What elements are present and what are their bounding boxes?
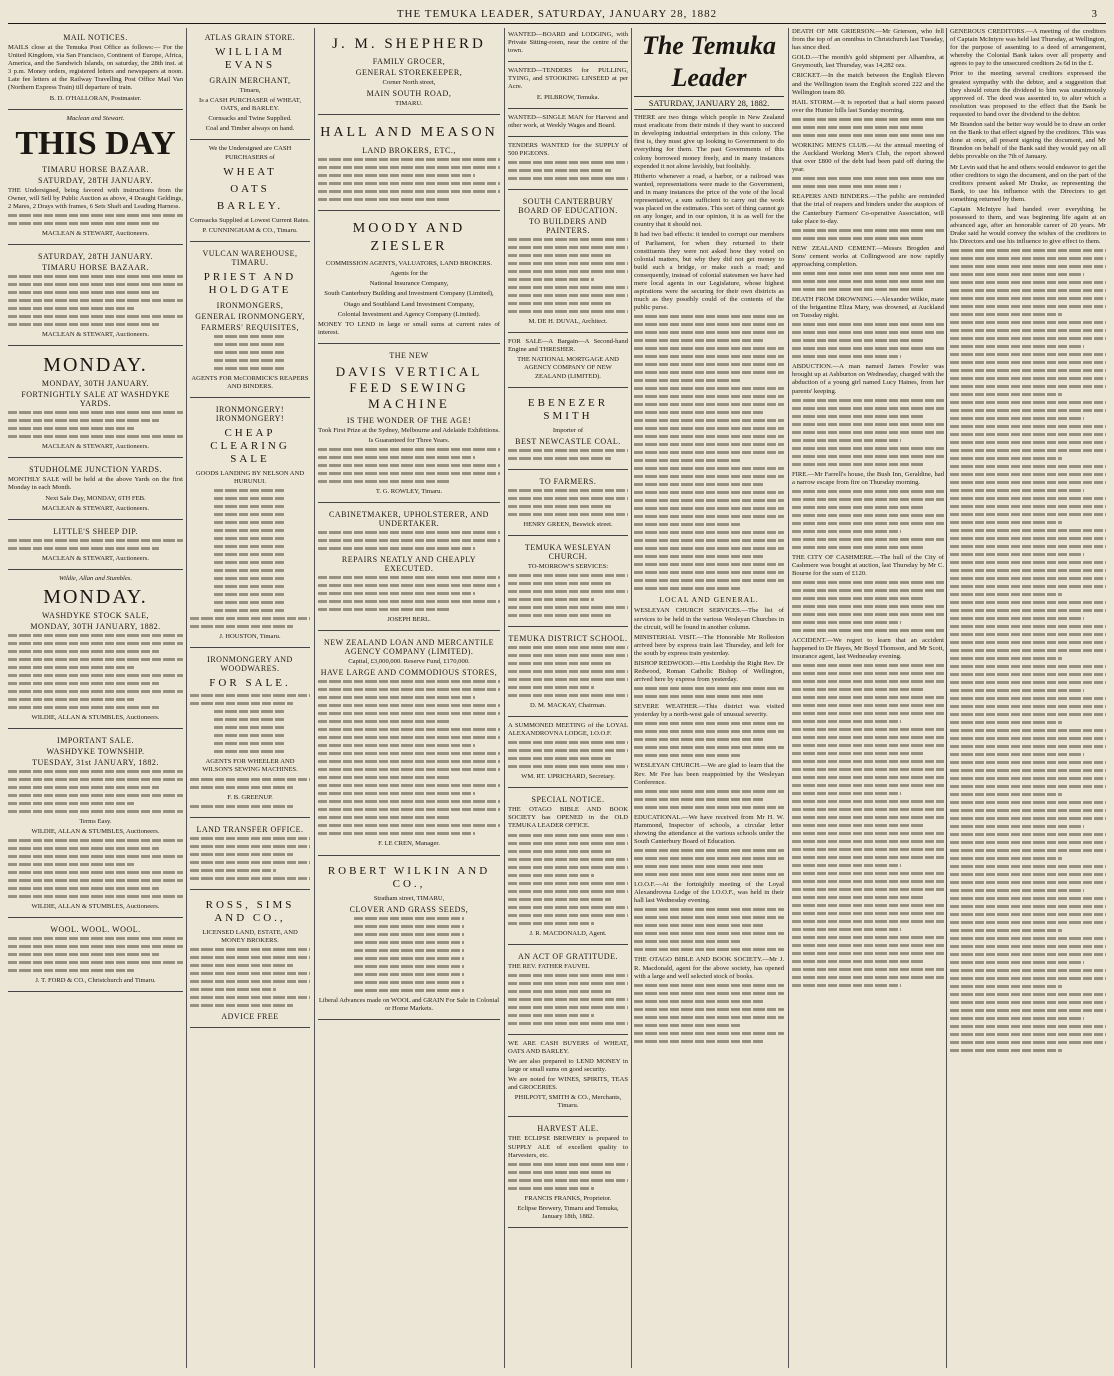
text-block <box>508 834 628 925</box>
text-block <box>508 449 628 460</box>
running-header <box>0 8 1114 22</box>
wanted-board-ad <box>508 28 628 62</box>
trade: GRAIN MERCHANT, <box>209 76 291 85</box>
bible-society-ad <box>508 790 628 944</box>
text-block <box>190 948 310 1007</box>
maclean-stewart-ad <box>8 112 183 245</box>
text-block <box>190 805 310 808</box>
news-item: WORKING MEN'S CLUB.—At the annual meeting of the Auckland Working Men's Club, the report showed that over £800 of the debt had been paid off during the year. <box>792 141 944 174</box>
trade-sub: GENERAL STOREKEEPER, <box>355 68 463 77</box>
text-block <box>508 161 628 180</box>
tenders-text: TENDERS WANTED for the SUPPLY of 500 PIGEONS. <box>508 141 628 157</box>
builders-title: TO BUILDERS AND PAINTERS. <box>528 217 608 236</box>
text-block <box>190 778 310 789</box>
text-block <box>508 741 628 768</box>
news-item: EDUCATIONAL.—We have received from Mr H. W. Hammond, Inspector of schools, a circular letter showing the attendance at the various schools under the South Canterbury Board of Education. <box>634 813 784 846</box>
wanted-text: WANTED—SINGLE MAN for Harvest and other work, at Weekly Wages and Board. <box>508 113 628 129</box>
wool-sign: J. T. FORD & CO., Christchurch and Timaru. <box>35 977 156 985</box>
agency-2: South Canterbury Building and Investment Company (Limited), <box>324 290 494 298</box>
news-item-body: Mr Levin said that he and others would endeavor to get the other creditors to sign the document, and on the part of the creditors present asked Mr Drake, as representing the Bank, to use his influence with the Directors to get something returned by them. <box>950 163 1106 203</box>
monday-heading: MONDAY. <box>43 354 148 377</box>
column-divider <box>788 28 789 1368</box>
text-block <box>508 574 628 617</box>
firm-sub: LICENSED LAND, ESTATE, AND MONEY BROKERS. <box>202 928 298 944</box>
news-item: DEATH FROM DROWNING.—Alexander Wilkie, mate of the brigantine Eliza Mary, was drowned, at Auckland on Tuesday night. <box>792 295 944 320</box>
importer-label: Importer of <box>552 426 584 434</box>
services-label: TO-MORROW'S SERVICES: <box>527 562 609 570</box>
firm-sub: COMMISSION AGENTS, VALUATORS, LAND BROKERS. <box>325 260 493 268</box>
sale-title: IMPORTANT SALE. <box>57 735 134 745</box>
nz-loan-ad <box>318 633 500 855</box>
wool-ad <box>8 920 183 992</box>
firm-address: Stratham street, TIMARU, <box>373 894 445 902</box>
news-item: WESLEYAN CHURCH.—We are glad to learn that the Rev. Mr Fee has been reappointed by the Wesleyan Conference. <box>634 762 784 786</box>
town: Timaru, <box>239 87 261 94</box>
text-block <box>792 323 944 358</box>
lend-text: We are also prepared to LEND MONEY in large or small sums on good security. <box>508 1057 628 1073</box>
merchant-name: WILLIAM EVANS <box>215 46 285 71</box>
architect-sign: M. DE H. DUVAL, Architect. <box>528 318 608 326</box>
firm-sign: P. CUNNINGHAM & CO., Timaru. <box>202 226 298 234</box>
text-block <box>792 229 944 240</box>
advances-text: Liberal Advances made on WOOL and GRAIN For Sale in Colonial or Home Markets. <box>318 996 500 1012</box>
mail-notices-text: MAILS close at the Temuka Post Office as follows:— For the United Kingdom, via San Francisco, Continent of Europe, Africa, America, and the Sandwich Islands, on saturday, the 28th inst. at 3 p.m. Money orders, registered letters and newspapers at noon. Late fee letters at the Railway Travelling Post Office Mail Van (Northern Express Train) till departure of train. <box>8 44 183 92</box>
wanted-man-ad <box>508 111 628 137</box>
mail-notices-sign: B. D. O'HALLORAN, Postmaster. <box>49 94 142 102</box>
text-block <box>950 249 1106 1052</box>
monday-sale-ad <box>8 348 183 458</box>
text-block <box>318 448 500 483</box>
news-item-body: Prior to the meeting several creditors expressed the greatest sympathy with the debtor, and a suggestion that they should return the dividend to him was unanimously approved of. The deed was assented to, to alter which a resolution was proposed to the effect that the Bank be requested to hand over the dividend to the debtor. <box>950 70 1106 118</box>
firm-name: Maclean and Stewart. <box>66 114 125 122</box>
studholme-ad <box>8 460 183 519</box>
farmers-title: TO FARMERS. <box>539 476 597 486</box>
text-block <box>634 908 784 951</box>
text-block <box>634 722 784 757</box>
money-text: MONEY TO LEND in large or small sums at current rates of interest. <box>318 320 500 336</box>
text-block <box>634 687 784 698</box>
next-sale: Next Sale Day, MONDAY, 6TH FEB. <box>45 494 146 502</box>
office-title: LAND TRANSFER OFFICE. <box>196 824 304 834</box>
auctioneer-sign: MACLEAN & STEWART, Auctioneers. <box>42 443 149 451</box>
prize-text: Took First Prize at the Sydney, Melbourne and Adelaide Exhibitions. <box>318 426 500 434</box>
agency-1: National Insurance Company, <box>369 280 449 288</box>
column-divider <box>186 28 187 1368</box>
clearing-title: CHEAP CLEARING SALE <box>210 427 290 466</box>
vulcan-ad <box>190 244 310 398</box>
manager-sign: F. LE CREN, Manager. <box>378 840 440 848</box>
text-block <box>792 399 944 466</box>
editorial-body: It had two bad effects: it tended to corrupt our members of Parliament, for when they returned to their constituents they were not asked how they voted on colonial matters, but why they did not get money to build such a bridge, or make such a road; and consequently, instead of colonial statesmen we have had mere local agents in our Legislature, whose highest aspirations were the securing for their own districts as much as they possibly could of the contents of the public purse. <box>634 231 784 312</box>
guarantee-text: Is Guaranteed for Three Years. <box>368 437 450 445</box>
trade: IRONMONGERS, <box>216 300 284 310</box>
for-sale-title: FOR SALE. <box>209 677 291 690</box>
news-item: SEVERE WEATHER.—This district was visited yesterday by a north-west gale of unusual severity. <box>634 703 784 719</box>
text-block <box>8 214 183 225</box>
news-item: NEW ZEALAND CEMENT.—Messrs Brogden and Sons' cement works at Collingwood are now rapidly approaching completion. <box>792 244 944 268</box>
wool-title: WOOL. WOOL. WOOL. <box>50 925 141 935</box>
firm-name: ROBERT WILKIN AND CO., <box>327 864 491 890</box>
firm-name: HALL AND MEASON <box>320 125 498 141</box>
text-block <box>792 581 944 632</box>
text-block <box>318 680 500 835</box>
district-school-ad <box>508 629 628 717</box>
text-block <box>792 177 944 188</box>
news-item: THE CITY OF CASHMERE.—The hull of the City of Cashmere was bought at auction, last Thursday by Mr C. Bourne for the sum of £120. <box>792 553 944 577</box>
agents-text: AGENTS FOR WHEELER AND WILSON'S SEWING MACHINES. <box>202 758 298 774</box>
wanted-text: WANTED—TENDERS for PULLING, TYING, and STOOKING LINSEED at per Acre. <box>508 67 628 91</box>
wanted-text: WANTED—BOARD and LODGING, with Private Sitting-room, near the centre of the town. <box>508 31 628 55</box>
merchant-name: EBENEZER SMITH <box>527 396 609 422</box>
text-block <box>318 531 500 550</box>
firm-name: ROSS, SIMS AND CO., <box>205 898 295 924</box>
firm-sign: J. HOUSTON, Timaru. <box>219 633 281 641</box>
text-block <box>8 411 183 438</box>
sheep-dip-title: LITTLE'S SHEEP DIP. <box>53 526 138 536</box>
wesleyan-ad <box>508 538 628 627</box>
header-rule <box>8 23 1106 24</box>
agent-sign: J. R. MACDONALD, Agent. <box>529 929 607 937</box>
news-item: BISHOP REDWOOD.—His Lordship the Right Rev. Dr Redwood, Roman Catholic Bishop of Wellington, arrived here by express from yesterday. <box>634 660 784 684</box>
news-item: REAPERS AND BINDERS.—The public are reminded that the trial of reapers and binders under the auspices of the Canterbury Farmers' Co-operative Association, will take place to-day. <box>792 193 944 225</box>
sale-subtitle: WASHDYKE TOWNSHIP. <box>46 746 145 756</box>
text-block <box>508 238 628 313</box>
shepherd-ad <box>318 28 500 115</box>
education-board-ad <box>508 192 628 333</box>
text-block <box>792 664 944 987</box>
text-block <box>8 770 183 813</box>
company-name: THE NATIONAL MORTGAGE AND AGENCY COMPANY OF NEW ZEALAND (LIMITED). <box>517 356 619 380</box>
text-block <box>190 694 310 753</box>
wines-text: We are noted for WINES, SPIRITS, TEAS and GROCERIES. <box>508 1076 628 1092</box>
lodge-meeting-ad <box>508 719 628 788</box>
text-block <box>634 315 784 590</box>
secretary-sign: WM. RT. UPRICHARD, Secretary. <box>521 773 615 781</box>
ironmongery-title: IRONMONGERY! IRONMONGERY! <box>215 405 285 424</box>
sale-title: WASHDYKE STOCK SALE, <box>42 610 149 620</box>
merchant-sign: PHILPOTT, SMITH & CO., Merchants, Timaru. <box>514 1094 622 1110</box>
news-item: FIRE.—Mr Farrell's house, the Bush Inn, Geraldine, had a narrow escape from fire on Thursday morning. <box>792 470 944 486</box>
column-3 <box>318 28 500 1368</box>
moody-ziesler-ad <box>318 213 500 344</box>
column-divider <box>631 28 632 1368</box>
text-block <box>508 646 628 697</box>
clearing-sale-ad <box>190 400 310 648</box>
mail-notices-title: MAIL NOTICES. <box>63 33 128 42</box>
advice-title: ADVICE FREE <box>221 1011 279 1021</box>
wildie-ad <box>8 572 183 729</box>
column-divider <box>314 28 315 1368</box>
bazaar-sale-ad <box>8 247 183 346</box>
running-title: THE TEMUKA LEADER, SATURDAY, JANUARY 28, 1882 <box>396 8 718 20</box>
rates-text: Cornsacks Supplied at Lowest Current Rates. <box>190 216 310 224</box>
auctioneer-sign: MACLEAN & STEWART, Auctioneers. <box>42 504 149 512</box>
text-block <box>318 158 500 201</box>
sale-date: SATURDAY, 28TH JANUARY. <box>38 252 153 262</box>
firm-name: PRIEST AND HOLDGATE <box>203 270 297 296</box>
oats-label: OATS <box>230 182 270 195</box>
text-block <box>792 118 944 137</box>
firm-sign: F. B. GREENUP. <box>227 793 273 801</box>
text-block <box>508 1163 628 1190</box>
undersigned-text: We the Undersigned are CASH PURCHASERS of <box>208 145 292 161</box>
seeds-title: CLOVER AND GRASS SEEDS, <box>349 904 469 914</box>
auctioneer-sign: WILDIE, ALLAN & STUMBLES, Auctioneers. <box>31 713 160 721</box>
news-item: WESLEYAN CHURCH SERVICES.—The list of services to be held in the various Wesleyan Churches in the circuit, will be found in another column. <box>634 607 784 631</box>
news-item: HAIL STORM.—It is reported that a hail storm passed over the Hunter hills last Sunday morning. <box>792 98 944 114</box>
text-block <box>318 917 500 992</box>
firm-name: Wildie, Allan and Stumbles. <box>59 574 132 582</box>
auctioneer-sign: WILDIE, ALLAN & STUMBLES, Auctioneers. <box>31 828 160 836</box>
text-block <box>634 849 784 876</box>
wanted-sign: E. PILBROW, Temuka. <box>536 93 600 101</box>
sale-date: MONDAY, 30TH JANUARY, 1882. <box>30 621 161 631</box>
proprietor-sign: FRANCIS FRANKS, Proprietor. <box>524 1194 612 1202</box>
column-7 <box>950 28 1106 1368</box>
column-divider <box>504 28 505 1368</box>
grocer-name: J. M. SHEPHERD <box>332 36 486 52</box>
coal-text: Coal and Timber always on hand. <box>205 125 295 133</box>
section-heading: LOCAL AND GENERAL. <box>659 595 759 605</box>
trade: LAND BROKERS, ETC., <box>362 146 456 156</box>
sewing-machine-ad <box>318 346 500 503</box>
philpott-ad <box>508 1037 628 1118</box>
township-ad <box>8 731 183 918</box>
wheat-label: WHEAT <box>223 165 277 178</box>
trade-title: CABINETMAKER, UPHOLSTERER, AND UNDERTAKER. <box>329 510 489 529</box>
yards-text: MONTHLY SALE will be held at the above Yards on the first Monday in each Month. <box>8 476 183 492</box>
text-block <box>792 490 944 549</box>
bible-text: THE OTAGO BIBLE AND BOOK SOCIETY has OPENED in the OLD TEMUKA LEADER OFFICE. <box>508 806 628 830</box>
sacks-text: Cornsacks and Twine Supplied. <box>208 115 292 123</box>
news-item: THE OTAGO BIBLE AND BOOK SOCIETY.—Mr J. R. Macdonald, agent for the above society, has opened with a large and well selected stock of books. <box>634 956 784 980</box>
sale-title: FORTNIGHTLY SALE AT WASHDYKE YARDS. <box>21 390 170 409</box>
column-4 <box>508 28 628 1368</box>
meeting-text: A SUMMONED MEETING of the LOYAL ALEXANDROVNA LODGE, I.O.O.F. <box>508 721 628 738</box>
auctioneer-sign: MACLEAN & STEWART, Auctioneers. <box>42 554 149 562</box>
farmers-ad <box>508 472 628 536</box>
coal-ad <box>508 390 628 470</box>
repairs-title: REPAIRS NEATLY AND CHEAPLY EXECUTED. <box>341 555 477 574</box>
terms: Terms Easy. <box>79 817 112 825</box>
text-block <box>634 984 784 1043</box>
barley-label: BARLEY. <box>216 199 284 212</box>
page-number: 3 <box>1091 8 1098 20</box>
notice-title: SPECIAL NOTICE. <box>531 795 605 805</box>
news-item-body: Captain McIntyre had handed over everything he possessed to them, and was beginning life again at an advanced age, after an honorable career of 20 years. Mr Drake said he would convey the wishes of the creditors to his Directors and use his influence to give effect to them. <box>950 205 1106 246</box>
address-1: Corner North street, <box>382 79 436 86</box>
news-item: CRICKET.—In the match between the English Eleven and the Wellington team the English scored 222 and the Wellington team 80. <box>792 72 944 96</box>
text-block <box>8 634 183 709</box>
sheep-dip-ad <box>8 522 183 570</box>
cash-text: Is a CASH PURCHASER of WHEAT, OATS, and BARLEY. <box>199 97 301 113</box>
land-transfer-ad <box>190 820 310 890</box>
sale-date: TUESDAY, 31st JANUARY, 1882. <box>32 757 159 767</box>
text-block <box>8 937 183 972</box>
company-title: NEW ZEALAND LOAN AND MERCANTILE AGENCY COMPANY (LIMITED). <box>324 638 494 657</box>
engine-sale-ad <box>508 335 628 387</box>
news-item-body: Mr Brandon said the better way would be to draw an order on the Bank to that effect signed by the creditors. This was done at once, all present signing the document, and Mr Brandon on behalf of the Bank said they would pay on all debts provable on the 7th of January. <box>950 121 1106 161</box>
sale-date: SATURDAY, 28TH JANUARY. <box>38 175 153 185</box>
store-name: ATLAS GRAIN STORE. <box>204 33 296 42</box>
firm-name: MOODY AND ZIESLER <box>352 221 466 255</box>
text-block <box>508 974 628 1025</box>
trade: FAMILY GROCER, <box>372 57 446 66</box>
text-block <box>190 837 310 880</box>
news-item: DEATH OF MR GRIERSON.—Mr Grierson, who fell from the top of an omnibus in Christchurch last Tuesday, has since died. <box>792 28 944 52</box>
editorial-body: Hitherto whenever a road, a harbor, or a railroad was wanted, representations were made to the Government, and in many instances the price of the vote of the local representative, a sum sufficient to carry out the work was placed on the estimates. This sort of thing cannot go on any longer, and in our opinion, it is as well for the country that it should not. <box>634 172 784 229</box>
text-block <box>318 576 500 611</box>
cunningham-ad <box>190 142 310 241</box>
text-block <box>634 790 784 809</box>
bazaar-title: TIMARU HORSE BAZAAR. <box>42 164 149 174</box>
agents-label: Agents for the <box>390 270 428 278</box>
text-block <box>190 489 310 628</box>
stores-title: HAVE LARGE AND COMMODIOUS STORES, <box>320 668 498 678</box>
gratitude-ad <box>508 947 628 1035</box>
agency-4: Colonial Investment and Agency Company (Limited). <box>337 310 481 318</box>
agents-text: AGENTS FOR McCORMICK'S REAPERS AND BINDERS. <box>191 374 309 390</box>
brewery-text: THE ECLIPSE BREWERY is prepared to SUPPLY ALE of excellent quality to Harvesters, etc. <box>508 1135 628 1159</box>
cash-buyers-text: WE ARE CASH BUYERS of WHEAT, OATS AND BARLEY. <box>508 1039 628 1055</box>
address-2: MAIN SOUTH ROAD, <box>366 89 452 99</box>
pigeons-ad <box>508 139 628 190</box>
wilkin-ad <box>318 858 500 1020</box>
warehouse-title: VULCAN WAREHOUSE, TIMARU. <box>202 248 298 267</box>
yards-title: STUDHOLME JUNCTION YARDS. <box>29 465 162 475</box>
ale-title: HARVEST ALE. <box>537 1124 599 1134</box>
capital-text: Capital, £3,000,000. Reserve Fund, £170,000. <box>348 658 470 666</box>
sale-date: MONDAY, 30TH JANUARY. <box>41 379 150 389</box>
sale-text: THE Undersigned, being favored with instructions from the Owner, will Sell by Public Auction as above, 4 Draught Geldings, 2 Mares, 2 Drays with frames, 6 Sets Shaft and Leading Harness. <box>8 186 183 210</box>
news-item: I.O.O.F.—At the fortnightly meeting of the Loyal Alexandrovna Lodge of the I.O.O.F., was held in their hall last Wednesday evening. <box>634 881 784 905</box>
text-block <box>508 489 628 516</box>
column-2 <box>190 28 310 1368</box>
farmers-sign: HENRY GREEN, Beswick street. <box>523 520 613 528</box>
monday-heading: MONDAY. <box>43 585 148 608</box>
bazaar-title: TIMARU HORSE BAZAAR. <box>42 263 149 273</box>
atlas-grain-ad <box>190 28 310 140</box>
harvest-ale-ad <box>508 1119 628 1228</box>
hall-meason-ad <box>318 117 500 211</box>
masthead: The Temuka Leader <box>641 31 777 92</box>
column-5 <box>634 28 784 1368</box>
woodwares-ad <box>190 650 310 817</box>
cabinetmaker-ad <box>318 505 500 631</box>
text-block <box>792 272 944 291</box>
text-block <box>190 335 310 370</box>
gratitude-title: AN ACT OF GRATITUDE. <box>517 951 619 961</box>
board-title: SOUTH CANTERBURY BOARD OF EDUCATION. <box>518 197 618 216</box>
farmers-label: FARMERS' REQUISITES, <box>201 322 299 332</box>
goods-text: GOODS LANDING BY NELSON AND HURUNUI. <box>195 470 305 486</box>
woodwares-title: IRONMONGERY AND WOODWARES. <box>207 655 293 674</box>
news-item: ABDUCTION.—A man named James Fowler was brought up at Ashburton on Wednesday, charged with the abduction of a young girl named Lucy Haines, from her parents' keeping. <box>792 363 944 395</box>
news-item: GENEROUS CREDITORS.—A meeting of the creditors of Captain McIntyre was held last Thursday, at Wellington, for the purpose of assenting to a deed of arrangement, whereby the Colonial Bank takes over all property and agrees to pay to the unsecured creditors 2s 6d in the £. <box>950 28 1106 68</box>
text-block <box>8 275 183 326</box>
new-label: THE NEW <box>389 350 429 360</box>
agency-3: Otago and Southland Land Investment Company, <box>343 300 475 308</box>
text-block <box>8 839 183 898</box>
firm-sign: JOSEPH BERL. <box>387 616 431 624</box>
brewery-date: Eclipse Brewery, Timaru and Temuka, January 18th, 1882. <box>517 1204 619 1220</box>
wonder-text: IS THE WONDER OF THE AGE! <box>346 415 472 425</box>
agent-sign: T. G. ROWLEY, Timaru. <box>375 488 443 496</box>
news-item: MINISTERIAL VISIT.—The Honorable Mr Rolleston arrived here by express train last Thursday, and left for the south by express train yesterday. <box>634 633 784 657</box>
editorial-lead: THERE are two things which people in New Zealand must eradicate from their minds if they want to succeed in developing industrial enterprises in this colony. The first is, they must give up looking to Government to do everything for them. The past Governments of this colony borrowed money freely, and in many instances expended it not alone lavishly, but foolishly. <box>634 114 784 170</box>
this-day-heading: THIS DAY <box>15 124 176 162</box>
auctioneer-sign: MACLEAN & STEWART, Auctioneers. <box>42 230 149 238</box>
column-divider <box>946 28 947 1368</box>
sale-text: FOR SALE—A Bargain—A Second-hand Engine and THRESHER. <box>508 338 628 354</box>
wanted-tenders-ad <box>508 64 628 108</box>
coal-title: BEST NEWCASTLE COAL. <box>515 436 621 446</box>
school-title: TEMUKA DISTRICT SCHOOL. <box>508 633 628 643</box>
news-item: ACCIDENT.—We regret to learn that an accident happened to Dr Hayes, Mr Boyd Thomson, and Mr Scott, insurance agent, last Wednesday evening. <box>792 637 944 661</box>
issue-date: SATURDAY, JANUARY 28, 1882. <box>634 96 784 110</box>
mail-notices-ad <box>8 28 183 110</box>
town: TIMARU. <box>395 100 423 108</box>
auctioneer-sign: WILDIE, ALLAN & STUMBLES, Auctioneers. <box>31 903 160 911</box>
column-1 <box>8 28 183 1368</box>
column-6 <box>792 28 944 1368</box>
text-block <box>8 539 183 550</box>
chairman-sign: D. M. MACKAY, Chairman. <box>529 701 607 709</box>
trade-sub: GENERAL IRONMONGERY, <box>195 311 305 321</box>
ross-sims-ad <box>190 892 310 1028</box>
machine-name: DAVIS VERTICAL FEED SEWING MACHINE <box>335 363 483 411</box>
news-item: GOLD.—The month's gold shipment per Alhambra, at Greymouth, last Thursday, was 14,282 ozs. <box>792 54 944 70</box>
auctioneer-sign: MACLEAN & STEWART, Auctioneers. <box>42 331 149 339</box>
church-title: TEMUKA WESLEYAN CHURCH. <box>524 542 612 561</box>
gratitude-lead: THE REV. FATHER FAUVEL <box>508 962 590 970</box>
